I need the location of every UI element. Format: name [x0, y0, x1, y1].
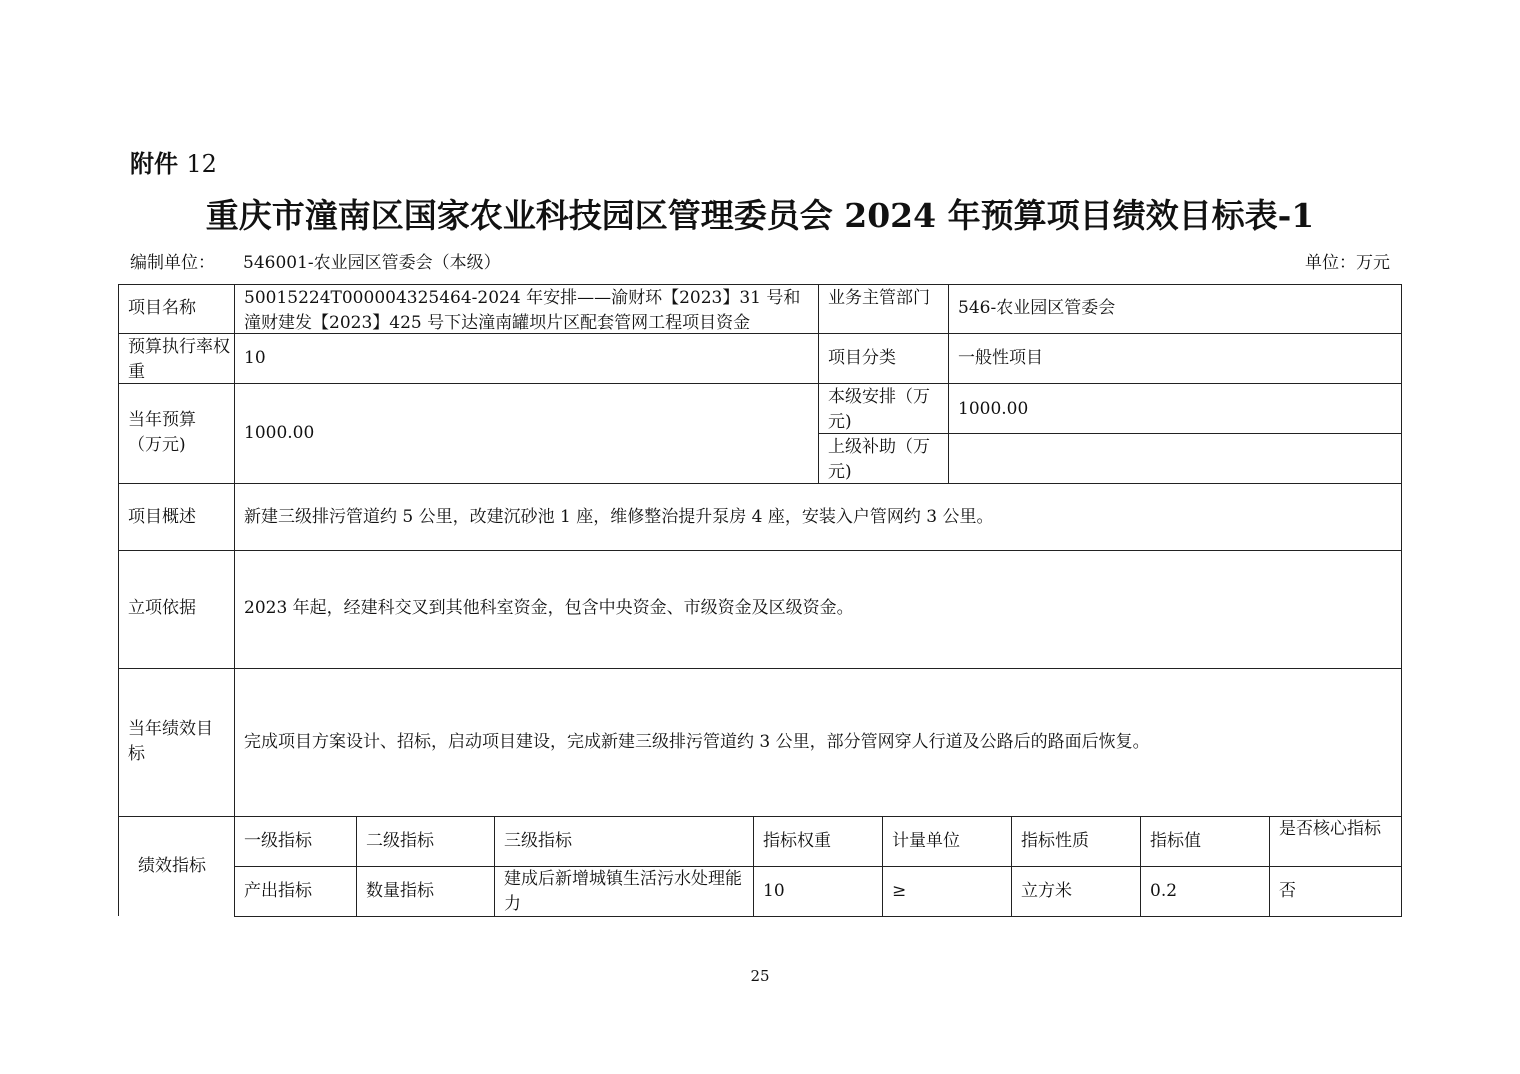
project-name-label: 项目名称	[128, 298, 196, 318]
project-name-value: 50015224T000004325464-2024 年安排——渝财环【2023】31 号和潼财建发【2023】425 号下达潼南罐坝片区配套管网工程项目资金	[244, 288, 801, 333]
perf-row-value: 0.2	[1150, 881, 1178, 901]
perf-row-level1: 产出指标	[244, 881, 312, 901]
currency-unit: 单位：万元	[1305, 253, 1390, 273]
perf-header-nature: 指标性质	[1021, 831, 1089, 851]
local-value: 1000.00	[958, 399, 1029, 419]
perf-row-level3: 建成后新增城镇生活污水处理能力	[504, 869, 742, 914]
perf-row-unit: ≥	[892, 881, 907, 901]
category-label: 项目分类	[828, 348, 896, 368]
goal-label: 当年绩效目标	[128, 719, 213, 764]
perf-row-weight: 10	[763, 881, 785, 901]
perf-header-unit: 计量单位	[892, 831, 960, 851]
compiling-unit: 编制单位： 546001-农业园区管委会（本级）	[130, 253, 501, 273]
budget-value: 1000.00	[244, 423, 315, 443]
page-number: 25	[750, 967, 770, 985]
perf-header-value: 指标值	[1150, 831, 1201, 851]
weight-value: 10	[244, 348, 266, 368]
goal-value: 完成项目方案设计、招标，启动项目建设，完成新建三级排污管道约 3 公里，部分管网穿人行道及公路后的路面后恢复。	[244, 732, 1150, 752]
upper-label: 上级补助（万元)	[828, 437, 930, 482]
perf-row-level2: 数量指标	[366, 881, 434, 901]
attachment-label: 附件 12	[130, 149, 217, 178]
local-label: 本级安排（万元)	[828, 387, 930, 432]
perf-row-core: 否	[1279, 881, 1296, 901]
basis-label: 立项依据	[128, 598, 196, 618]
category-value: 一般性项目	[958, 348, 1043, 368]
perf-header-level2: 二级指标	[366, 831, 434, 851]
dept-label: 业务主管部门	[828, 288, 930, 308]
overview-label: 项目概述	[128, 507, 196, 527]
perf-row-nature: 立方米	[1021, 881, 1072, 901]
perf-header-level3: 三级指标	[504, 831, 572, 851]
document-title: 重庆市潼南区国家农业科技园区管理委员会 2024 年预算项目绩效目标表-1	[205, 196, 1315, 235]
budget-label: 当年预算（万元)	[128, 410, 196, 455]
perf-header-core: 是否核心指标	[1279, 819, 1381, 839]
perf-label: 绩效指标	[138, 856, 206, 876]
overview-value: 新建三级排污管道约 5 公里，改建沉砂池 1 座，维修整治提升泵房 4 座，安装入户管网约 3 公里。	[244, 507, 994, 527]
dept-value: 546-农业园区管委会	[958, 298, 1116, 318]
perf-header-level1: 一级指标	[244, 831, 312, 851]
perf-header-weight: 指标权重	[763, 831, 831, 851]
basis-value: 2023 年起，经建科交叉到其他科室资金，包含中央资金、市级资金及区级资金。	[244, 598, 854, 618]
weight-label: 预算执行率权重	[128, 337, 230, 382]
